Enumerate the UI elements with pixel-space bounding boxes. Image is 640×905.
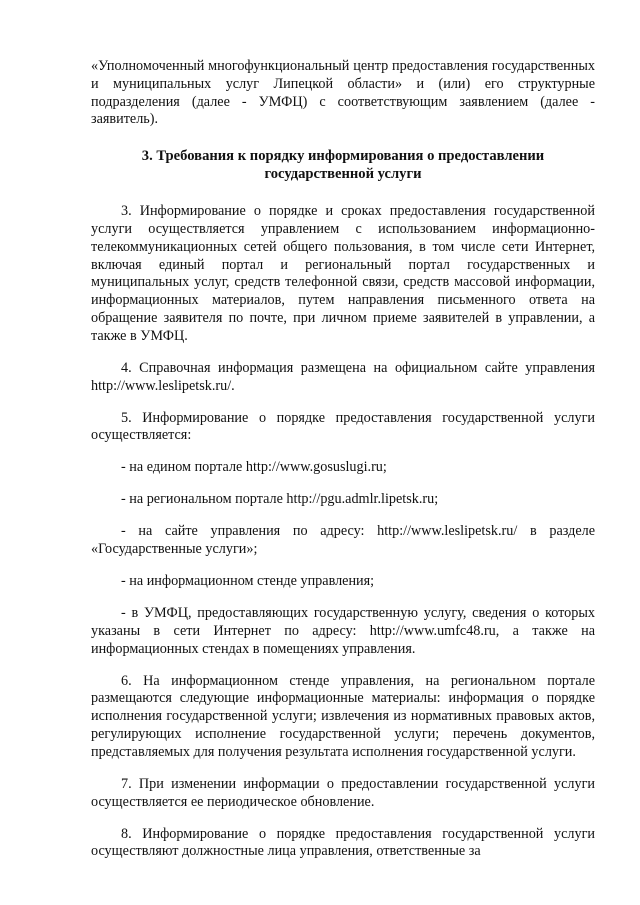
list-item-agency-site: - на сайте управления по адресу: http://www.leslipetsk.ru/ в разделе «Государственные услуги»; xyxy=(91,523,595,558)
document-page xyxy=(91,58,595,875)
paragraph-8: 8. Информирование о порядке предоставления государственной услуги осуществляют должностные лица управления, ответственные за xyxy=(91,825,595,860)
paragraph-4: 4. Справочная информация размещена на официальном сайте управления http://www.leslipetsk.ru/. xyxy=(91,359,595,394)
paragraph-6: 6. На информационном стенде управления, на региональном портале размещаются следующие информационные материалы: информация о порядке исполнения государственной услуги; извлечения из нормативных правовых актов, регулирующих исполнение государственной услуги; перечень документов, представляемых для получения результата исполнения государственной услуги. xyxy=(91,672,595,760)
section-heading: 3. Требования к порядку информирования о предоставлении государственной услуги xyxy=(141,148,545,183)
list-item-umfc: - в УМФЦ, предоставляющих государственную услугу, сведения о которых указаны в сети Интернет по адресу: http://www.umfc48.ru, а также на информационных стендах в помещениях управления. xyxy=(91,605,595,657)
intro-paragraph: «Уполномоченный многофункциональный центр предоставления государственных и муниципальных услуг Липецкой области» и (или) его структурные подразделения (далее - УМФЦ) с соответствующим заявлением (далее - заявитель). xyxy=(91,58,595,128)
paragraph-3: 3. Информирование о порядке и сроках предоставления государственной услуги осуществляется управлением с использованием информационно-телекоммуникационных сетей общего пользования, в том числе сети Интернет, включая единый портал и региональный портал государственных и муниципальных услуг, средств телефонной связи, средств массовой информации, информационных материалов, путем направления письменного ответа на обращение заявителя по почте, при личном приеме заявителей в управлении, а также в УМФЦ. xyxy=(91,203,595,344)
list-item-gosuslugi: - на едином портале http://www.gosuslugi.ru; xyxy=(121,459,387,476)
paragraph-5: 5. Информирование о порядке предоставления государственной услуги осуществляется: xyxy=(91,409,595,444)
list-item-regional-portal: - на региональном портале http://pgu.admlr.lipetsk.ru; xyxy=(121,491,439,508)
list-item-info-stand: - на информационном стенде управления; xyxy=(121,573,375,590)
paragraph-7: 7. При изменении информации о предоставлении государственной услуги осуществляется ее периодическое обновление. xyxy=(91,775,595,810)
